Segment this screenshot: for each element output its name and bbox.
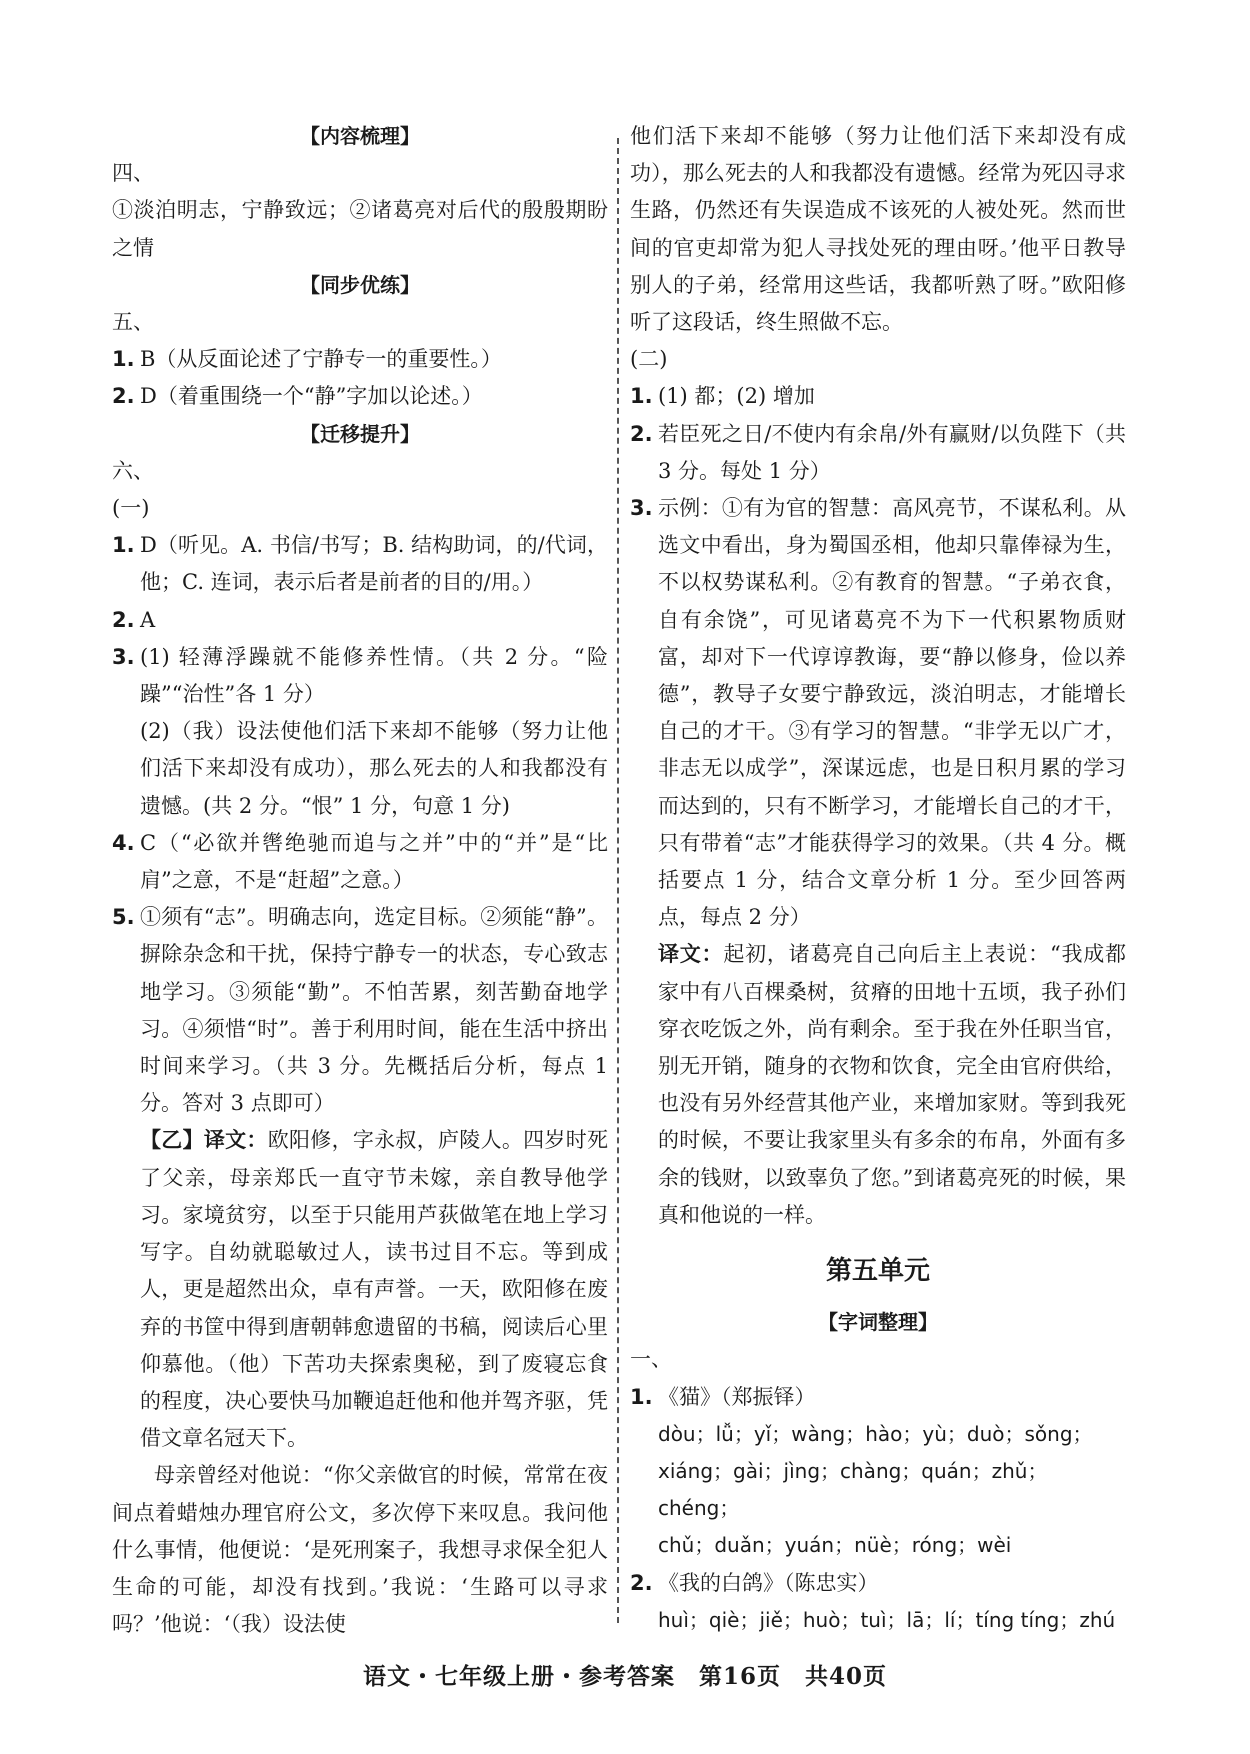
answer-item [112,602,608,639]
page-footer: 语文・七年级上册・参考答案 第16页 共40页 [362,1663,887,1690]
item-number: 1. [112,533,135,558]
item-text: (1) 都；(2) 增加 [658,384,815,409]
section-heading-words: 【字词整理】 [818,1310,938,1335]
pinyin-line: dòu；lǚ；yǐ；wàng；hào；yù；duò；sǒng； [658,1421,1093,1446]
unit-title: 第五单元 [825,1256,930,1287]
item-number: 3. [112,644,135,669]
item-number: 4. [112,830,135,855]
item-text: 若臣死之日/不使内有余帛/外有赢财/以负陛下（共 3 分。每处 1 分） [658,421,1126,483]
section-number: 五、 [112,310,154,335]
section-number: 一、 [630,1347,672,1372]
part-label: (二) [630,347,668,372]
answer-item [112,899,608,1122]
answer-text: ①淡泊明志，宁静致远；②诸葛亮对后代的殷殷期盼之情 [112,198,608,260]
right-column [630,118,1126,1639]
item-number: 5. [112,905,135,930]
item-number: 1. [112,347,135,372]
item-number: 2. [112,607,135,632]
item-text: 《猫》（郑振铎） [658,1384,816,1409]
translation-continued: 他们活下来却不能够（努力让他们活下来却没有成功），那么死去的人和我都没有遗憾。经常为死囚寻求生路，仍然还有失误造成不该死的人被处死。然而世间的官吏却常为犯人寻找处死的理由呀。’他平日教导别人的子弟，经常用这些话，我都听熟了呀。”欧阳修听了这段话，终生照做不忘。 [630,124,1126,335]
item-number: 1. [630,384,653,409]
translation-text: 起初，诸葛亮自己向后主上表说：“我成都家中有八百棵桑树，贫瘠的田地十五顷，我子孙们穿衣吃饭之外，尚有剩余。至于我在外任职当官，别无开销，随身的衣物和饮食，完全由官府供给，也没有另外经营其他产业，来增加家财。等到我死的时候，不要让我家里头有多余的布帛，外面有多余的钱财，以致辜负了您。”到诸葛亮死的时候，果真和他说的一样。 [658,942,1127,1227]
answer-item [630,1565,1126,1602]
item-number: 3. [630,496,653,521]
translation-yi [112,1122,608,1457]
item-text: 《我的白鸽》（陈忠实） [658,1570,879,1595]
item-text: D（听见。A. 书信/书写；B. 结构助词，的/代词，他；C. 连词，表示后者是前者的目的/用。） [140,533,608,595]
translation-zhuge [630,936,1126,1234]
section-number: 六、 [112,458,154,483]
section-heading-content: 【内容梳理】 [300,124,420,148]
translation-paragraph: 母亲曾经对他说：“你父亲做官的时候，常常在夜间点着蜡烛办理官府公文，多次停下来叹息。我问他什么事情，他便说：‘是死刑案子，我想寻求保全犯人生命的可能，却没有找到。’我说：‘生路可以寻求吗？’他说：‘（我）设法使 [112,1463,608,1637]
section-heading-sync: 【同步优练】 [300,272,420,297]
answer-item [630,1379,1126,1416]
answer-item [630,416,1126,490]
pinyin-line: xiáng；gài；jìng；chàng；quán；zhǔ；chéng； [658,1458,1048,1521]
item-text: A [140,607,156,632]
answer-item [630,378,1126,415]
item-number: 2. [630,421,653,446]
translation-text: 欧阳修，字永叔，庐陵人。四岁时死了父亲，母亲郑氏一直守节未嫁，亲自教导他学习。家境贫穷，以至于只能用芦荻做笔在地上学习写字。自幼就聪敏过人，读书过目不忘。等到成人，更是超然出众，卓有声誉。一天，欧阳修在废弃的书筐中得到唐朝韩愈遗留的书稿，阅读后心里仰慕他。（他）下苦功夫探索奥秘，到了废寝忘食的程度，决心要快马加鞭追赶他和他并驾齐驱，凭借文章名冠天下。 [140,1128,609,1451]
left-column [112,118,608,1643]
item-text: ①须有“志”。明确志向，选定目标。②须能“静”。摒除杂念和干扰，保持宁静专一的状态，专心致志地学习。③须能“勤”。不怕苦累，刻苦勤奋地学习。④须惜“时”。善于利用时间，能在生活中挤出时间来学习。（共 3 分。先概括后分析，每点 1 分。答对 3 点即可） [140,905,608,1116]
section-number: 四、 [112,161,154,186]
column-divider [617,138,619,1623]
answer-item [112,639,608,713]
answer-item [112,378,608,415]
answer-item [112,341,608,378]
pinyin-line: chǔ；duǎn；yuán；nüè；róng；wèi [658,1533,1012,1558]
item-number: 2. [630,1570,653,1595]
item-text: 示例：①有为官的智慧：高风亮节，不谋私利。从选文中看出，身为蜀国丞相，他却只靠俸禄为生，不以权势谋私利。②有教育的智慧。“子弟衣食，自有余饶”，可见诸葛亮不为下一代积累物质财富，却对下一代谆谆教诲，要“静以修身，俭以养德”，教导子女要宁静致远，淡泊明志，才能增长自己的才干。③有学习的智慧。“非学无以广才，非志无以成学”，深谋远虑，也是日积月累的学习而达到的，只有不断学习，才能增长自己的才干，只有带着“志”才能获得学习的效果。（共 4 分。概括要点 1 分，结合文章分析 1 分。至少回答两点，每点 2 分） [658,496,1126,930]
part-label: (一) [112,496,150,521]
item-subtext: (2)（我）设法使他们活下来却不能够（努力让他们活下来却没有成功），那么死去的人和我都没有遗憾。(共 2 分。“恨” 1 分，句意 1 分) [140,719,608,818]
answer-item [112,825,608,899]
item-text: B（从反面论述了宁静专一的重要性。） [140,347,502,372]
item-number: 1. [630,1384,653,1409]
item-text: C（“必欲并辔绝驰而追与之并”中的“并”是“比肩”之意，不是“赶超”之意。） [140,830,608,893]
item-text: (1) 轻薄浮躁就不能修养性情。（共 2 分。“险躁”“治性”各 1 分） [140,644,608,707]
section-heading-transfer: 【迁移提升】 [300,421,420,446]
answer-item [630,490,1126,936]
item-text: D（着重围绕一个“静”字加以论述。） [140,384,483,409]
item-number: 2. [112,384,135,409]
pinyin-line: huì；qiè；jiě；huò；tuì；lā；lí；tíng tíng；zhú [658,1607,1116,1632]
translation-label: 【乙】译文： [140,1128,268,1153]
translation-label: 译文： [658,942,724,967]
answer-item [112,527,608,601]
